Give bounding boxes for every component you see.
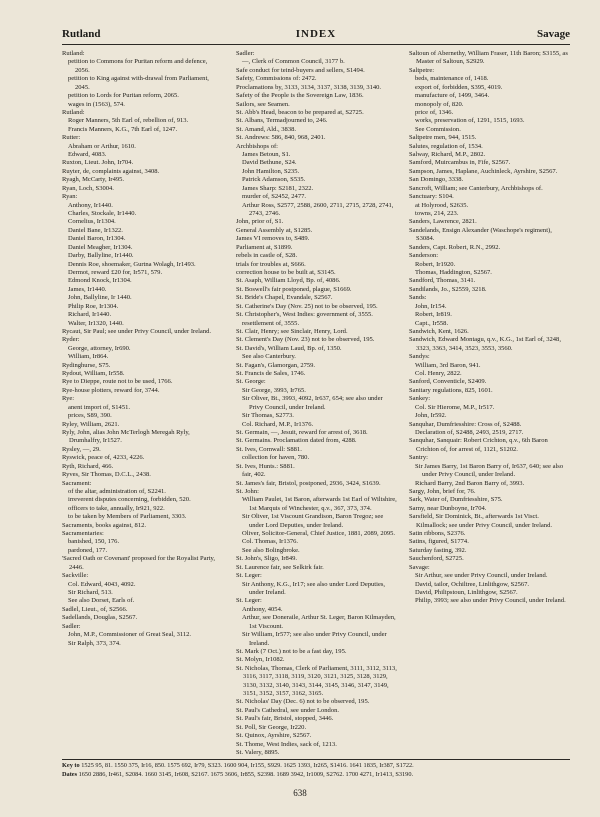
index-entry: Ryly, John, alias John McTerlogh Meregah Ryly, Drumhalfry, Ir1527. [62, 428, 190, 445]
index-entry: St. Nicholas' Day (Dec. 6) not to be observed, 195. [236, 698, 370, 706]
index-entry: Sir George, 3993, Ir765. [242, 386, 306, 394]
index-entry: Satins, figured, S1774. [409, 538, 469, 546]
index-column-2 [236, 50, 397, 756]
index-entry: St. Mark (7 Oct.) not to be a fast day, 195. [236, 647, 347, 655]
index-entry: Safety, Commissions of: 2472. [236, 75, 317, 83]
index-entry: Thomas, Haddington, S2567. [415, 268, 492, 276]
index-entry: Philip Roe, Ir1304. [68, 302, 119, 310]
key-line [62, 762, 570, 771]
index-entry: to be taken by Members of Parliament, 3303. [68, 513, 187, 521]
index-entry: John, M.P., Commissioner of Great Seal, 3112. [68, 631, 192, 639]
index-entry: Sands: [409, 294, 427, 302]
index-entry: Sandford, Thomas, 3141. [409, 277, 476, 285]
index-entry: Anthony, Ir1440. [68, 201, 113, 209]
page-number: 638 [293, 788, 307, 798]
index-entry: price of, 1346. [415, 108, 454, 116]
index-entry: St. George: [236, 378, 266, 386]
index-entry: Sanford, Conventicle, S2409. [409, 378, 487, 386]
index-entry: Sir Richard, 513. [68, 589, 113, 596]
index-entry: St. Ives, Cornwall: S881. [236, 445, 302, 453]
index-entry: Abraham or Arthur, 1610. [68, 142, 136, 150]
index-entry: John Hamilton, S235. [242, 167, 300, 175]
index-entry: Rutland: [62, 108, 85, 116]
index-entry: prices, S89, 390. [68, 412, 112, 420]
index-entry: David Bethune, S24. [242, 159, 297, 167]
index-entry: General Assembly at, S1285. [236, 226, 313, 234]
index-entry: William, Ir864. [68, 353, 109, 361]
index-entry: Ryder: [62, 336, 80, 344]
dates-line [62, 771, 570, 780]
index-entry: Daniel Meagher, Ir1304. [68, 243, 133, 251]
index-entry: Rydinghurse, S75. [62, 361, 111, 369]
index-entry: Rutland: [62, 50, 85, 57]
key-label: Key to [62, 762, 80, 769]
index-entry: trials for troubles at, S666. [236, 260, 306, 268]
index-entry: Sir William, Ir577; see also under Privy Council, under Ireland. [242, 631, 387, 647]
index-entry: Arthur Ross, S2577, 2588, 2600, 2711, 2715, 2728, 2741, 2743, 2746. [242, 201, 394, 218]
index-entry: Sargy, John, brief for, 76. [409, 487, 476, 495]
running-header [62, 28, 570, 44]
index-entry: Anthony, 4054. [242, 605, 283, 613]
index-entry: Archbishops of: [236, 142, 279, 150]
index-entry: Ryagh, McCarty, Ir495. [62, 176, 125, 184]
index-entry: See also Bolingbroke. [242, 546, 300, 554]
index-entry: banished, 150, 176. [68, 538, 120, 546]
index-entry: Dennis Roe, shoemaker, Gurtna Wolagh, Ir1493. [68, 260, 196, 268]
index-entry: Sandelands, Ensign Alexander (Waschope's regiment), S3084. [409, 226, 552, 243]
index-entry: at Holyrood, S2635. [415, 201, 469, 209]
index-entry: Sailors, see Seamen. [236, 100, 290, 108]
index-entry: St. Fagan's, Glamorgan, 2759. [236, 361, 316, 369]
index-entry: Sandilands, Jo., S2559, 3218. [409, 285, 487, 293]
index-entry: Sanitary regulations, 825, 1601. [409, 386, 493, 394]
header-right-guide-word: Savage [537, 28, 570, 40]
index-entry: Sadlel, Lieut., of, S2566. [62, 605, 128, 613]
index-entry: Rydout, William, Ir558. [62, 370, 125, 378]
index-entry: St. Poll, Sir George, Ir220. [236, 723, 307, 731]
index-entry: Rycaut, Sir Paul; see under Privy Council, under Ireland. [62, 327, 212, 335]
index-entry: Capt., Ir558. [415, 319, 449, 327]
index-entry: resettlement of, 3555. [242, 319, 300, 327]
index-entry: St. John: [236, 487, 259, 495]
index-entry: Walter, Ir1320, 1440. [68, 319, 124, 327]
index-entry: Sir James Barry, 1st Baron Barry of, Ir637, 640; see also under Privy Council, under Ireland. [415, 462, 564, 479]
index-entry: See also Canterbury. [242, 353, 296, 361]
index-entry: irreverent disputes concerning, forbidden, 520. [68, 496, 191, 504]
header-title: INDEX [295, 28, 337, 40]
key-to-dates [62, 762, 570, 779]
index-entry: Robert, Ir1920. [415, 260, 456, 268]
index-entry: petition to Lords for Puritan reform, 2065. [68, 92, 179, 100]
index-entry: John, prior of, S1. [236, 218, 284, 226]
index-entry: James Sharp: S2181, 2322. [242, 184, 314, 192]
index-entry: Col. Richard, M.P., Ir1376. [242, 420, 314, 428]
index-entry: James Betoun, S1. [242, 151, 291, 159]
index-entry: Sir Thomas, S2773. [242, 412, 294, 420]
index-entry: Saltpetre men, 944, 1515. [409, 134, 477, 142]
index-entry: Sandwich, Kent, 1626. [409, 327, 469, 335]
index-entry: Sadler: [62, 622, 81, 630]
index-entry: St. Leger: [236, 572, 262, 580]
index-entry: works, preservation of, 1291, 1515, 1693. [415, 117, 525, 125]
index-entry: Safety of the People is the Sovereign Law, 1836. [236, 92, 364, 100]
index-entry: murder of, S2452, 2477. [242, 193, 307, 201]
index-entry: John, Ir154. [415, 302, 447, 310]
header-left-guide-word: Rutland [62, 28, 101, 40]
index-entry: Sackville: [62, 572, 89, 580]
index-entry: Rye-house plotters, reward for, 3744. [62, 386, 160, 394]
index-entry: Roger Manners, 5th Earl of, rebellion of, 913. [68, 117, 189, 125]
index-entry: St. Laurence fair, see Selkirk fair. [236, 563, 324, 571]
index-entry: Darby, Ballyline, Ir1440. [68, 252, 134, 260]
index-entry: Sarsfield, Sir Dominick, Bt., afterwards 1st Visct. Kilmallock; see under Privy Council, under Ireland. [409, 513, 552, 529]
index-entry: of the altar, administration of, S2241. [68, 487, 166, 495]
index-entry: fair, 402. [242, 471, 266, 479]
index-entry: Safe conduct for teind-buyers and sellers, S1494. [236, 66, 365, 74]
index-entry: David, tailor, Ochiltree, Linlithgow, S2567. [415, 580, 530, 588]
index-entry: Sanderson: [409, 252, 439, 260]
index-entry: St. Amand, Ald., 3838. [236, 125, 297, 133]
index-entry: Declaration of, S2488, 2493, 2519, 2717. [415, 428, 524, 436]
index-entry: St. David's, William Laud, Bp. of, 1350. [236, 344, 342, 352]
index-entry: Rutter: [62, 134, 81, 142]
index-entry: St. Francis de Sales, 1746. [236, 370, 306, 378]
index-entry: St. Quinox, Ayrshire, S2567. [236, 732, 312, 740]
index-entry: Sarny, near Dunboyne, Ir704. [409, 504, 487, 512]
index-entry: St. Valery, 8895. [236, 749, 280, 756]
index-entry: Sancroft, William; see Canterbury, Archbishops of. [409, 184, 543, 192]
index-entry: Philip, 3993; see also under Privy Council, under Ireland. [415, 597, 566, 605]
index-entry: Daniel Baron, Ir1304. [68, 235, 126, 243]
index-entry: See also Dorset, Earls of. [68, 597, 135, 605]
index-entry: Proclamations by, 3133, 3134, 3137, 3138, 3139, 3140. [236, 83, 382, 91]
index-entry: St. Paul's Cathedral, see under London. [236, 706, 340, 714]
index-entry: St. Clair, Henry; see Sinclair, Henry, Lord. [236, 327, 348, 335]
index-column-3 [409, 50, 570, 756]
index-entry: Patrick Adamson, S535. [242, 176, 306, 184]
index-entry: anent import of, S1451. [68, 403, 131, 411]
index-entry: St. Germain, —, Jesuit, reward for arrest of, 3618. [236, 428, 368, 436]
index-entry: Edmond Knock, Ir1304. [68, 277, 132, 285]
index-entry: Edward, 4083. [68, 151, 107, 159]
dates-values: 1650 2886, Ir461, S2084. 1660 3145, Ir608, S2167. 1675 3606, Ir855, S2398. 1689 3942, Ir1009, S2762. 1700 4271, Ir1413, S3190. [78, 770, 414, 778]
index-entry: Robert, Ir819. [415, 311, 452, 319]
index-entry: Rysley, —, 29. [62, 445, 101, 453]
index-entry: rebels in castle of, S28. [236, 252, 298, 260]
index-entry: Ruyter, de, complaints against, 3408. [62, 167, 160, 175]
index-entry: Oliver, Solicitor-General, Chief Justice, 1881, 2089, 2095. [242, 530, 396, 538]
index-entry: Sir Arthur, see under Privy Council, under Ireland. [415, 572, 548, 580]
index-entry: Parliament at, S1899. [236, 243, 293, 251]
index-entry: Sacramentaries: [62, 530, 104, 538]
index-entry: Sadler: [236, 50, 255, 57]
index-entry: John, Ir592. [415, 412, 447, 420]
index-entry: St. Catherine's Day (Nov. 25) not to be observed, 195. [236, 302, 378, 310]
key-values: 1525 95, 81. 1550 375, Ir16, 850. 1575 692, Ir79, S323. 1600 904, Ir155, S929. 1625 1393, Ir265, S1416. 1641 1835, Ir387, S1722. [81, 762, 414, 769]
index-entry: St. Bride's Chapel, Evandale, S2567. [236, 294, 333, 302]
index-entry: Cornelius, Ir1304. [68, 218, 116, 226]
index-entry: Daniel Bane, Ir1322. [68, 226, 123, 234]
index-entry: Salway, Richard, M.P., 2802. [409, 151, 486, 159]
index-entry: Rye: [62, 395, 75, 403]
index-entry: St. Clement's Day (Nov. 23) not to be observed, 195. [236, 336, 375, 344]
index-entry: pardoned, 177. [68, 546, 108, 554]
index-entry: Sanquhar, Sanquair: Robert Crichton, q.v., 6th Baron Crichton of, for arrest of, 1121, S1202. [409, 437, 548, 453]
index-entry: Col. Thomas, Ir1376. [242, 538, 299, 546]
index-entry: William, 3rd Baron, 941. [415, 361, 481, 369]
index-entry: David, Philipstoun, Linlithgow, S2567. [415, 589, 518, 596]
index-entry: Sacraments, books against, 812. [62, 521, 147, 529]
index-entry: St. Paul's fair, Bristol, stopped, 3446. [236, 715, 334, 723]
index-entry: St. Albans, Termadjourned to, 246. [236, 117, 328, 125]
index-entry: St. John's, Sligo, Ir849. [236, 555, 298, 563]
index-columns [62, 50, 570, 756]
index-entry: St. Molyn, Ir1082. [236, 656, 285, 664]
index-entry: manufacture of, 1499, 3464. [415, 92, 490, 100]
index-entry: Ryley, William, 2621. [62, 420, 120, 428]
index-entry: St. Leger: [236, 597, 262, 605]
index-entry: St. Boswell's fair postponed, plague, S1669. [236, 285, 352, 293]
index-entry: See Commission. [415, 125, 461, 133]
index-entry: Sandys: [409, 353, 430, 361]
header-rule [62, 44, 570, 45]
index-entry: Sanders, Lawrence, 2821. [409, 218, 477, 226]
index-entry: 'Sacred Oath or Covenant' proposed for the Royalist Party, 2446. [62, 555, 216, 571]
index-entry: Sir Ralph, 373, 374. [68, 639, 121, 647]
index-entry: Sanctuary: S104. [409, 193, 454, 201]
index-entry: Ryves, Sir Thomas, D.C.L., 2438. [62, 471, 151, 479]
index-entry: St. Andrews: 586, 840, 968, 2401. [236, 134, 326, 142]
index-entry: Sanquhar, Dumfriesshire: Cross of, S2488. [409, 420, 522, 428]
index-entry: Sandwich, Edward Montagu, q.v., K.G., 1st Earl of, 3248, 3323, 3363, 3414, 3523, 3553, 3560. [409, 336, 561, 352]
index-entry: John, Ballyline, Ir 1440. [68, 294, 132, 302]
index-entry: St. Ives, Hunts.: S881. [236, 462, 295, 470]
index-entry: St. Thome, West Indies, sack of, 1213. [236, 740, 337, 748]
index-entry: St. Abb's Head, beacon to be prepared at, S2725. [236, 108, 364, 116]
index-entry: Sankey: [409, 395, 431, 403]
index-entry: Saturday fasting, 392. [409, 546, 467, 554]
index-entry: Salutes, regulation of, 1534. [409, 142, 483, 150]
index-entry: Santry: [409, 454, 428, 462]
index-entry: Ruxton, Lieut. John, Ir704. [62, 159, 134, 167]
index-entry: Savage: [409, 563, 430, 571]
index-entry: Sir Oliver, Bt., 3993, 4092, Ir637, 654; see also under Privy Council, under Ireland. [242, 395, 383, 411]
index-entry: Ryan, Loch, S3004. [62, 184, 114, 192]
index-entry: Richard, Ir1440. [68, 311, 112, 319]
index-entry: beds, maintenance of, 1418. [415, 75, 489, 83]
index-entry: Ryan: [62, 193, 78, 201]
index-entry: Saltoun of Abernethy, William Fraser, 11th Baron; S3155, as Master of Saltoun, S2929. [409, 50, 568, 66]
index-entry: Arthur, see Doneraile, Arthur St. Leger, Baron Kilmayden, 1st Viscount. [242, 614, 396, 630]
index-entry: petition to King against with-drawal from Parliament, 2045. [68, 75, 209, 91]
index-entry: Charles, Stockale, Ir1440. [68, 210, 137, 218]
index-entry: St. Asaph, William Lloyd, Bp. of, 4086. [236, 277, 341, 285]
index-entry: Sacrament: [62, 479, 92, 487]
index-entry: Sauchenford, S2725. [409, 555, 464, 563]
index-entry: Sadellands, Douglas, S2567. [62, 614, 138, 622]
index-entry: Richard Barry, 2nd Baron Barry of, 3993. [415, 479, 525, 487]
index-entry: collection for haven, 780. [242, 454, 310, 462]
index-entry: correction house to be built at, S3145. [236, 268, 336, 276]
index-entry: Col. Henry, 2822. [415, 370, 462, 378]
index-entry: Sark, Water of, Dumfriesshire, S75. [409, 496, 503, 504]
footer-rule [62, 759, 570, 760]
index-entry: San Domingo, 3338. [409, 176, 464, 184]
index-entry: Ryth, Richard, 466. [62, 462, 114, 470]
index-entry: Ryswick, peace of, 4233, 4226. [62, 454, 145, 462]
index-entry: Sir Anthony, K.G., Ir17; see also under Lord Deputies, under Ireland. [242, 580, 386, 596]
index-entry: wages in (1563), 574. [68, 100, 125, 108]
index-entry: James VI removes to, S489. [236, 235, 310, 243]
index-entry: Rye to Dieppe, route not to be used, 1766. [62, 378, 173, 386]
index-entry: —, Clerk of Common Council, 3177 b. [242, 58, 345, 66]
index-entry: monopoly of, 820. [415, 100, 464, 108]
index-entry: Col. Sir Hierome, M.P., Ir517. [415, 403, 495, 411]
index-entry: Saltpetre: [409, 66, 435, 74]
index-entry: St. Germains. Proclamation dated from, 4288. [236, 437, 357, 445]
index-entry: Sampson, James, Haplane, Auchinleck, Ayrshire, S2567. [409, 167, 558, 175]
index-column-1 [62, 50, 223, 756]
index-entry: officers to take, annually, Ir921, 922. [68, 504, 165, 512]
index-entry: Samford, Muircambus in, Fife, S2567. [409, 159, 511, 167]
index-entry: export of, forbidden, S395, 4019. [415, 83, 503, 91]
index-entry: St. Nicholas, Thomas, Clerk of Parliament, 3111, 3112, 3113, 3116, 3117, 3118, 3119, 3120, 3121, 3125, 3128, 3129, 3130, 3132, 3140, 3143, 3144, 3145, 3146, 3147, 3149, 3151, 3152, 3157, 3162, 3165. [236, 664, 397, 698]
index-entry: St. Christopher's, West Indies: government of, 3555. [236, 311, 373, 319]
index-entry: George, attorney, Ir690. [68, 344, 131, 352]
dates-label: Dates [62, 770, 78, 778]
index-entry: St. James's fair, Bristol, postponed, 2936, 3424, S1639. [236, 479, 381, 487]
index-entry: James, Ir1440. [68, 285, 107, 293]
index-entry: Francis Manners, K.G., 7th Earl of, 1247. [68, 125, 178, 133]
index-entry: Satin ribbons, S2376. [409, 530, 466, 538]
index-entry: Sanders, Capt. Robert, R.N., 2992. [409, 243, 501, 251]
index-entry: Sir Oliver, 1st Viscount Grandison, Baron Tregoz; see under Lord Deputies, under Ireland. [242, 513, 384, 529]
index-entry: petition to Commons for Puritan reform and defence, 2056. [68, 58, 208, 74]
index-entry: towns, 214, 223. [415, 210, 459, 218]
index-entry: Dermot, reward £20 for, Ir571, 579. [68, 268, 163, 276]
index-entry: Col. Edward, 4043, 4092. [68, 580, 136, 588]
index-entry: William Paulet, 1st Baron, afterwards 1st Earl of Wiltshire, 1st Marquis of Winchester, q.v., 367, 373, 374. [242, 496, 397, 512]
